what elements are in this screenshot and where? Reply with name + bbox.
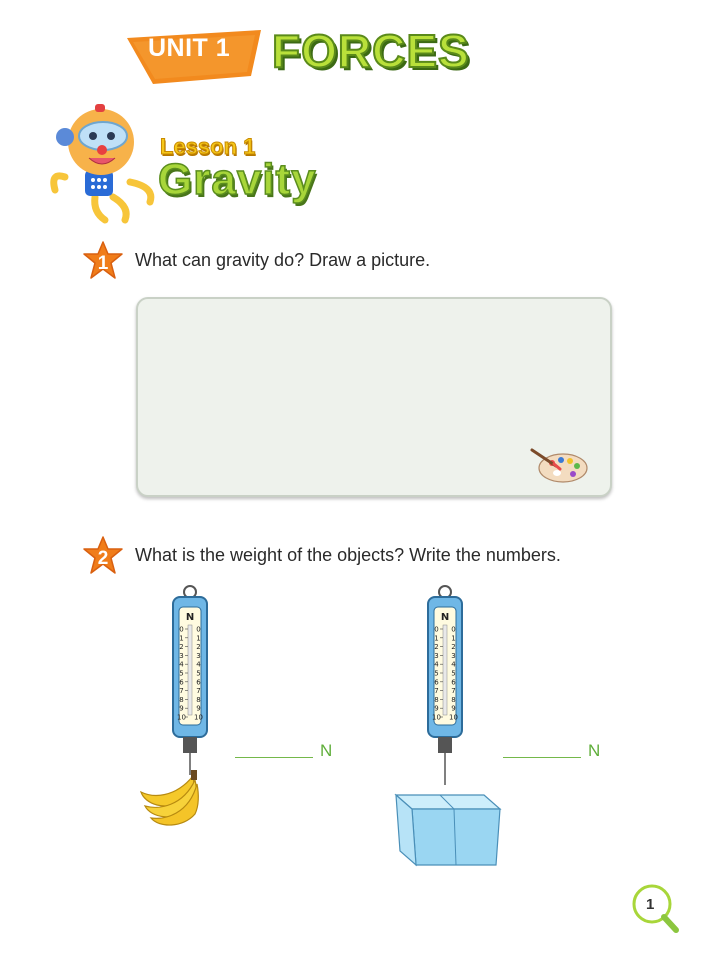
scale-tick-label: 10 — [432, 713, 441, 722]
unit-label: UNIT 1 — [148, 34, 231, 62]
robot-mascot-icon — [45, 102, 165, 227]
scale-unit-symbol: N — [185, 612, 195, 623]
scale-tick-label: 4 — [196, 660, 201, 669]
scale-tick-label: 10 — [449, 713, 458, 722]
question-1-text: What can gravity do? Draw a picture. — [135, 250, 431, 270]
unit-label-box: N — [588, 741, 601, 760]
spring-scale — [420, 585, 470, 785]
scale-tick-label: 9 — [451, 704, 456, 713]
scale-tick-label: 8 — [196, 695, 201, 704]
paint-palette-icon — [530, 446, 590, 486]
page-number: 1 — [646, 896, 655, 913]
question-number-badge — [82, 535, 124, 577]
scale-tick-label: 8 — [451, 695, 456, 704]
scale-tick-label: 4 — [451, 660, 456, 669]
scale-tick-label: 7 — [451, 687, 456, 696]
scale-tick-label: 5 — [434, 669, 439, 678]
scale-unit-symbol: N — [440, 612, 450, 623]
question-number: 2 — [97, 548, 109, 569]
lesson-label: Lesson 1 — [160, 134, 256, 159]
question-2-text: What is the weight of the objects? Write the numbers. — [135, 545, 561, 565]
scale-tick-label: 5 — [179, 669, 184, 678]
scale-tick-label: 5 — [196, 669, 201, 678]
scale-tick-label: 2 — [451, 643, 456, 652]
lesson-title: Gravity — [158, 155, 317, 204]
scale-tick-label: 2 — [179, 643, 184, 652]
scale-tick-label: 3 — [451, 651, 456, 660]
scale-tick-label: 4 — [434, 660, 439, 669]
scale-tick-label: 0 — [451, 625, 456, 634]
scale-tick-label: 3 — [179, 651, 184, 660]
scale-tick-label: 3 — [434, 651, 439, 660]
scale-tick-label: 9 — [434, 704, 439, 713]
scale-tick-label: 9 — [179, 704, 184, 713]
scale-tick-label: 1 — [196, 634, 201, 643]
scale-tick-label: 0 — [434, 625, 439, 634]
scale-tick-label: 8 — [434, 695, 439, 704]
scale-tick-label: 1 — [451, 634, 456, 643]
scale-tick-label: 7 — [179, 687, 184, 696]
scale-tick-label: 6 — [451, 678, 456, 687]
scale-tick-label: 10 — [194, 713, 203, 722]
magnifier-page-icon — [628, 880, 683, 935]
scale-tick-label: 7 — [196, 687, 201, 696]
scale-tick-label: 2 — [434, 643, 439, 652]
scale-tick-label: 6 — [179, 678, 184, 687]
unit-label-bananas: N — [320, 741, 333, 760]
scale-tick-label: 2 — [196, 643, 201, 652]
bananas-icon — [135, 768, 205, 828]
answer-blank-box[interactable] — [503, 757, 581, 758]
question-number-badge — [82, 240, 124, 282]
box-icon — [388, 775, 506, 870]
scale-tick-label: 1 — [434, 634, 439, 643]
scale-tick-label: 5 — [451, 669, 456, 678]
scale-tick-label: 0 — [196, 625, 201, 634]
scale-tick-label: 7 — [434, 687, 439, 696]
question-number: 1 — [97, 253, 109, 274]
answer-blank-bananas[interactable] — [235, 757, 313, 758]
scale-tick-label: 8 — [179, 695, 184, 704]
scale-tick-label: 4 — [179, 660, 184, 669]
scale-tick-label: 10 — [177, 713, 186, 722]
scale-tick-label: 6 — [196, 678, 201, 687]
scale-tick-label: 6 — [434, 678, 439, 687]
unit-title: FORCES — [272, 25, 470, 77]
scale-tick-label: 1 — [179, 634, 184, 643]
scale-tick-label: 0 — [179, 625, 184, 634]
scale-tick-label: 9 — [196, 704, 201, 713]
scale-tick-label: 3 — [196, 651, 201, 660]
spring-scale — [165, 585, 215, 785]
